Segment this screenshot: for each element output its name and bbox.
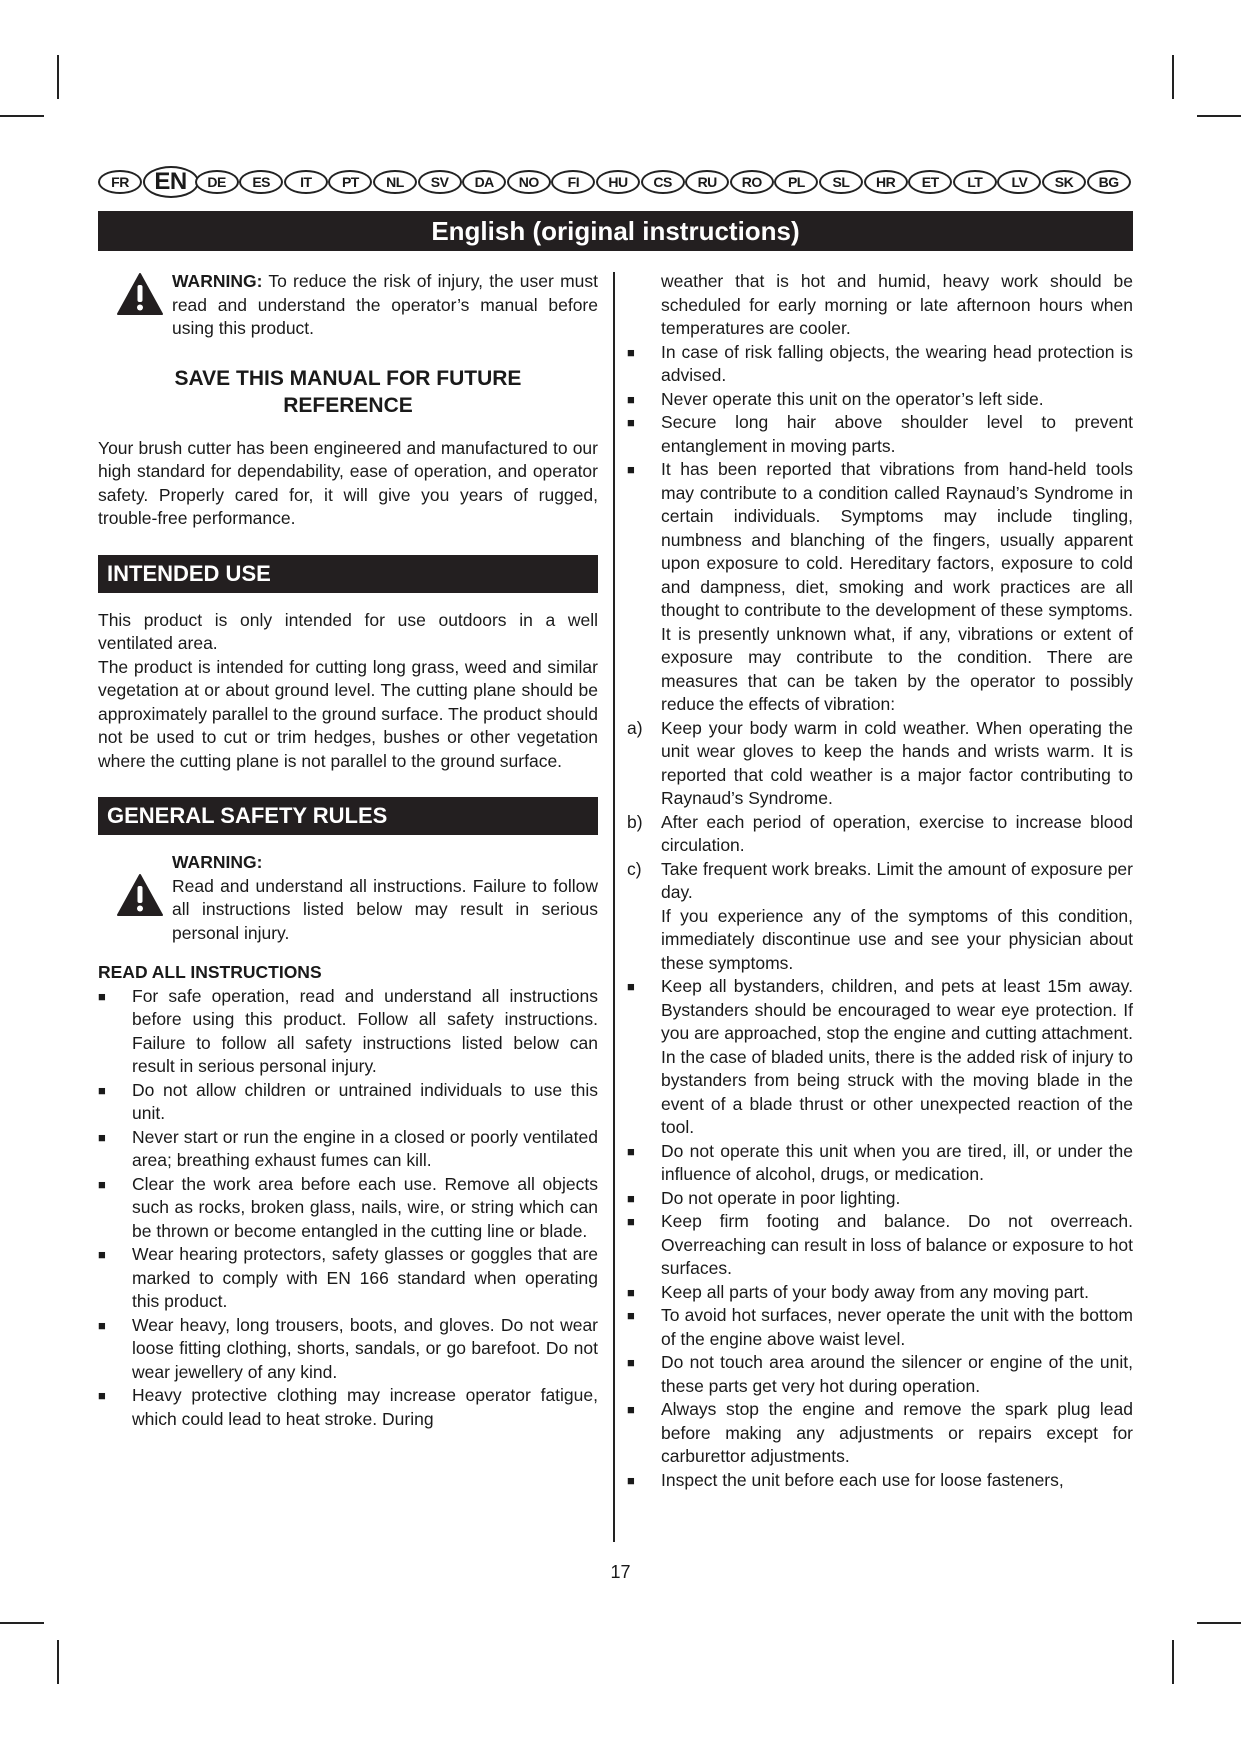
language-tab-cs: CS: [641, 170, 685, 194]
language-tab-sl: SL: [819, 170, 863, 194]
save-heading-line: SAVE THIS MANUAL FOR FUTURE: [174, 366, 522, 390]
warning-label: WARNING:: [172, 271, 263, 291]
language-tab-da: DA: [462, 170, 506, 194]
language-tab-nl: NL: [373, 170, 417, 194]
language-tab-es: ES: [239, 170, 283, 194]
column-divider: [613, 272, 615, 1542]
language-tab-bg: BG: [1087, 170, 1131, 194]
read-all-heading: READ ALL INSTRUCTIONS: [98, 962, 322, 982]
language-tab-et: ET: [908, 170, 952, 194]
intended-use-paragraph: This product is only intended for use outdoors in a well ventilated area.: [98, 609, 598, 653]
list-item: ■ Do not allow children or untrained individuals to use this unit.: [98, 1079, 598, 1126]
list-item: ■ Never start or run the engine in a closed or poorly ventilated area; breathing exhaust fumes can kill.: [98, 1126, 598, 1173]
save-manual-heading: [98, 365, 598, 419]
language-tab-hr: HR: [864, 170, 908, 194]
left-column: [98, 270, 598, 1431]
language-tabs: [98, 166, 1132, 200]
crop-mark: [1172, 55, 1174, 99]
language-tab-pl: PL: [774, 170, 818, 194]
item-text: Take frequent work breaks. Limit the amount of exposure per day.: [661, 858, 1133, 902]
intended-use-heading: INTENDED USE: [98, 555, 598, 593]
item-text: Keep your body warm in cold weather. When operating the unit wear gloves to keep the hands and wrists warm. It is reported that cold weather is a major factor contributing to Raynaud’s Syndrome.: [661, 717, 1133, 808]
language-tab-ro: RO: [730, 170, 774, 194]
list-item: ■ Wear heavy, long trousers, boots, and gloves. Do not wear loose fitting clothing, shorts, sandals, or go barefoot. Do not wear jewellery of any kind.: [98, 1314, 598, 1385]
safety-rules-list: [627, 975, 1133, 1492]
list-item: ■ Heavy protective clothing may increase operator fatigue, which could lead to heat stroke. During: [98, 1384, 598, 1431]
language-tab-it: IT: [284, 170, 328, 194]
list-item: ■ Keep all parts of your body away from any moving part.: [627, 1281, 1133, 1305]
list-item: ■ Clear the work area before each use. Remove all objects such as rocks, broken glass, nails, wire, or string which can be thrown or become entangled in the cutting line or blade.: [98, 1173, 598, 1244]
page-title: English (original instructions): [98, 211, 1133, 251]
item-text: After each period of operation, exercise to increase blood circulation.: [661, 811, 1133, 855]
crop-mark: [57, 1640, 59, 1684]
crop-mark: [1197, 1622, 1241, 1624]
list-item: ■ Never operate this unit on the operator’s left side.: [627, 388, 1133, 412]
warning-icon: [116, 873, 164, 917]
page-number: 17: [610, 1562, 631, 1582]
symptoms-note: If you experience any of the symptoms of this condition, immediately discontinue use and see your physician about these symptoms.: [661, 905, 1133, 973]
language-tab-pt: PT: [328, 170, 372, 194]
save-heading-line: REFERENCE: [283, 393, 413, 417]
vibration-measures-list: [627, 717, 1133, 905]
language-tab-lt: LT: [953, 170, 997, 194]
warning-block: [98, 270, 598, 341]
item-marker: a): [627, 717, 643, 738]
lettered-item: [627, 717, 1133, 811]
crop-mark: [1197, 115, 1241, 117]
lettered-item: [627, 811, 1133, 858]
language-tab-hu: HU: [596, 170, 640, 194]
crop-mark: [0, 115, 44, 117]
list-item: ■ In case of risk falling objects, the wearing head protection is advised.: [627, 341, 1133, 388]
right-column: [627, 270, 1133, 1492]
language-tab-sv: SV: [418, 170, 462, 194]
warning-label: WARNING:: [172, 852, 263, 872]
crop-mark: [1172, 1640, 1174, 1684]
language-tab-ru: RU: [685, 170, 729, 194]
list-item: ■ Do not operate in poor lighting.: [627, 1187, 1133, 1211]
list-item: ■ Secure long hair above shoulder level to prevent entanglement in moving parts.: [627, 411, 1133, 458]
item-marker: b): [627, 811, 643, 832]
intended-use-paragraph: The product is intended for cutting long grass, weed and similar vegetation at or about ground level. The cutting plane should be approximately parallel to the ground surface. The product should not be used to cut or trim hedges, bushes or other vegetation where the cutting plane is not parallel to the ground surface.: [98, 656, 598, 771]
crop-mark: [57, 55, 59, 99]
list-item: ■ It has been reported that vibrations from hand-held tools may contribute to a condition called Raynaud’s Syndrome in certain individuals. Symptoms may include tingling, numbness and blanching of the fingers, usually apparent upon exposure to cold. Hereditary factors, exposure to cold and dampness, diet, smoking and work practices are all thought to contribute to the development of these symptoms. It is presently unknown what, if any, vibrations or extent of exposure may contribute to the condition. There are measures that can be taken by the operator to possibly reduce the effects of vibration:: [627, 458, 1133, 717]
language-tab-fr: FR: [98, 170, 142, 194]
list-item: ■ Do not operate this unit when you are tired, ill, or under the influence of alcohol, drugs, or medication.: [627, 1140, 1133, 1187]
language-tab-no: NO: [507, 170, 551, 194]
list-item: ■ Inspect the unit before each use for loose fasteners,: [627, 1469, 1133, 1493]
warning-icon: [116, 272, 164, 316]
list-item: ■ Do not touch area around the silencer or engine of the unit, these parts get very hot during operation.: [627, 1351, 1133, 1398]
item-marker: c): [627, 858, 642, 879]
intro-paragraph: Your brush cutter has been engineered and manufactured to our high standard for dependability, ease of operation, and operator safety. Properly cared for, it will give you years of rugged, trouble-free performance.: [98, 437, 598, 528]
continuation-paragraph: weather that is hot and humid, heavy work should be scheduled for early morning or late afternoon hours when temperatures are cooler.: [661, 271, 1133, 338]
crop-mark: [0, 1622, 44, 1624]
language-tab-lv: LV: [997, 170, 1041, 194]
lettered-item: [627, 858, 1133, 905]
language-tab-en: EN: [143, 166, 199, 198]
list-item: ■ For safe operation, read and understand all instructions before using this product. Follow all safety instructions. Failure to follow all safety instructions listed below can result in serious personal injury.: [98, 985, 598, 1079]
list-item: ■ Keep all bystanders, children, and pets at least 15m away. Bystanders should be encouraged to wear eye protection. If you are approached, stop the engine and cutting attachment. In the case of bladed units, there is the added risk of injury to bystanders from being struck with the moving blade in the event of a blade thrust or other unexpected reaction of the tool.: [627, 975, 1133, 1140]
warning-text: To reduce the risk of injury, the user must read and understand the operator’s manual before using this product.: [172, 271, 598, 338]
warning-block: [98, 851, 598, 945]
language-tab-sk: SK: [1042, 170, 1086, 194]
list-item: ■ Keep firm footing and balance. Do not overreach. Overreaching can result in loss of balance or exposure to hot surfaces.: [627, 1210, 1133, 1281]
list-item: ■ Wear hearing protectors, safety glasses or goggles that are marked to comply with EN 166 standard when operating this product.: [98, 1243, 598, 1314]
language-tab-fi: FI: [551, 170, 595, 194]
warning-text: Read and understand all instructions. Failure to follow all instructions listed below may result in serious personal injury.: [172, 875, 598, 943]
general-safety-heading: GENERAL SAFETY RULES: [98, 797, 598, 835]
safety-rules-list: [98, 985, 598, 1432]
language-tab-de: DE: [195, 170, 239, 194]
safety-rules-list: [627, 341, 1133, 717]
list-item: ■ To avoid hot surfaces, never operate the unit with the bottom of the engine above waist level.: [627, 1304, 1133, 1351]
list-item: ■ Always stop the engine and remove the spark plug lead before making any adjustments or repairs except for carburettor adjustments.: [627, 1398, 1133, 1469]
